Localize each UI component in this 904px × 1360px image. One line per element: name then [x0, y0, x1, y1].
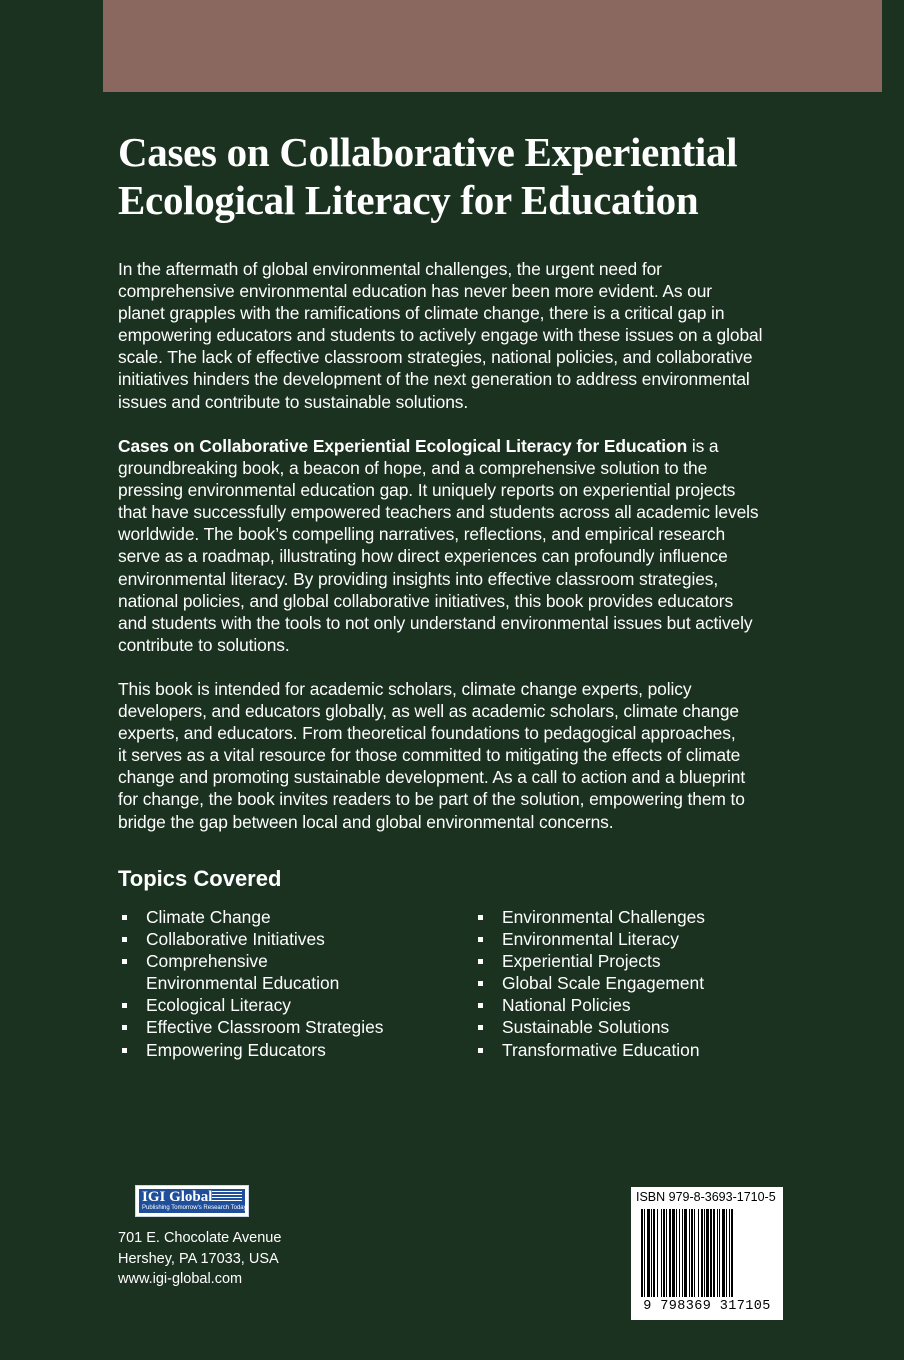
title-line-2: Ecological Literacy for Education	[118, 177, 699, 223]
topic-label: Comprehensive	[146, 951, 268, 972]
topic-label: Experiential Projects	[502, 951, 661, 972]
topic-label: Ecological Literacy	[146, 995, 291, 1016]
barcode-bar	[684, 1209, 687, 1297]
barcode-bar	[669, 1209, 671, 1297]
bullet-icon	[122, 1003, 127, 1008]
description-paragraph-1	[118, 258, 818, 413]
topics-heading: Topics Covered	[118, 866, 282, 891]
paragraph-line: scale. The lack of effective classroom strategies, national policies, and collaborative	[118, 347, 753, 368]
paragraph-line: comprehensive environmental education has never been more evident. As our	[118, 281, 713, 302]
paragraph-line: environmental literacy. By providing insights into effective classroom strategies,	[118, 568, 719, 589]
bullet-icon	[478, 915, 483, 920]
barcode-bar	[701, 1209, 703, 1297]
igi-global-logo	[135, 1185, 249, 1217]
topic-item	[474, 1039, 814, 1061]
topic-label: National Policies	[502, 995, 631, 1016]
barcode-bar	[713, 1209, 715, 1297]
paragraph-line: worldwide. The book’s compelling narratives, reflections, and empirical research	[118, 524, 726, 545]
barcode-bar	[653, 1209, 655, 1297]
topic-label: Sustainable Solutions	[502, 1017, 670, 1038]
barcode-bar	[689, 1209, 690, 1297]
topic-item	[474, 950, 814, 972]
barcode-bar	[726, 1209, 727, 1297]
bullet-icon	[478, 1025, 483, 1030]
bullet-icon	[478, 1048, 483, 1053]
topic-label: Transformative Education	[502, 1039, 700, 1060]
barcode-bar	[691, 1209, 693, 1297]
barcode-bar	[641, 1209, 643, 1297]
bullet-icon	[122, 937, 127, 942]
description-paragraph-3	[118, 678, 818, 833]
address-line: Hershey, PA 17033, USA	[118, 1250, 279, 1267]
bullet-icon	[122, 915, 127, 920]
book-title	[118, 128, 838, 224]
topic-label: Environmental Education	[146, 973, 340, 994]
paragraph-line: groundbreaking book, a beacon of hope, and a comprehensive solution to the	[118, 458, 708, 479]
topic-label: Global Scale Engagement	[502, 973, 705, 994]
logo-stripes-icon	[212, 1191, 242, 1203]
top-color-band	[103, 0, 882, 92]
paragraph-line: initiatives hinders the development of the next generation to address environmental	[118, 369, 750, 390]
barcode-bar	[698, 1209, 699, 1297]
paragraph-line: empowering educators and students to actively engage with these issues on a global	[118, 325, 763, 346]
topic-item	[474, 972, 814, 994]
paragraph-line: for change, the book invites readers to be part of the solution, empowering them to	[118, 789, 745, 810]
paragraph-line: bridge the gap between local and global environmental concerns.	[118, 811, 614, 832]
barcode-bars	[639, 1209, 775, 1299]
topics-list-left	[118, 906, 458, 1061]
topic-item	[118, 906, 458, 928]
topic-item	[474, 994, 814, 1016]
paragraph-line: that have successfully empowered teachers and students across all academic levels	[118, 502, 759, 523]
barcode-bar	[663, 1209, 665, 1297]
logo-name: IGI Global	[142, 1189, 213, 1205]
logo-tagline: Publishing Tomorrow's Research Today	[142, 1205, 247, 1211]
barcode-bar	[704, 1209, 705, 1297]
barcode-bar	[666, 1209, 667, 1297]
book-title-inline: Cases on Collaborative Experiential Ecological Literacy for Education	[118, 436, 688, 456]
paragraph-line: experts, and educators. From theoretical foundations to pedagogical approaches,	[118, 723, 736, 744]
barcode-bar	[706, 1209, 709, 1297]
barcode-bar	[710, 1209, 712, 1297]
barcode-bar	[717, 1209, 718, 1297]
paragraph-line: serve as a roadmap, illustrating how direct experiences can profoundly influence	[118, 546, 728, 567]
bullet-icon	[478, 937, 483, 942]
barcode-bar	[644, 1209, 645, 1297]
paragraph-line: change and promoting sustainable development. As a call to action and a blueprint	[118, 767, 746, 788]
barcode-bar	[676, 1209, 677, 1297]
topic-label: Collaborative Initiatives	[146, 929, 325, 950]
paragraph-line: pressing environmental education gap. It uniquely reports on experiential projects	[118, 480, 736, 501]
topic-label: Climate Change	[146, 907, 271, 927]
paragraph-line: issues and contribute to sustainable solutions.	[118, 391, 469, 412]
paragraph-line: national policies, and global collaborative initiatives, this book provides educators	[118, 590, 734, 611]
address-line: 701 E. Chocolate Avenue	[118, 1230, 282, 1246]
barcode-bar	[719, 1209, 720, 1297]
paragraph-line: In the aftermath of global environmental challenges, the urgent need for	[118, 259, 662, 279]
paragraph-line: and students with the tools to not only understand environmental issues but actively	[118, 612, 753, 633]
topic-label: Environmental Challenges	[502, 907, 706, 927]
bullet-icon	[122, 1025, 127, 1030]
topic-item	[118, 994, 458, 1016]
barcode-bar	[722, 1209, 725, 1297]
topic-label: Empowering Educators	[146, 1039, 326, 1060]
isbn-label: ISBN 979-8-3693-1710-5	[636, 1190, 776, 1204]
bullet-icon	[122, 959, 127, 964]
paragraph-line: contribute to solutions.	[118, 634, 290, 655]
topic-item	[474, 906, 814, 928]
isbn-barcode	[631, 1187, 783, 1320]
paragraph-line: This book is intended for academic scholars, climate change experts, policy	[118, 679, 692, 699]
bullet-icon	[478, 1003, 483, 1008]
description-paragraph-2	[118, 435, 818, 656]
barcode-bar	[682, 1209, 683, 1297]
paragraph-line-rest: is a	[687, 436, 719, 456]
topic-item	[118, 928, 458, 950]
title-line-1: Cases on Collaborative Experiential	[118, 129, 738, 175]
topics-list-right	[474, 906, 814, 1061]
barcode-bar	[729, 1209, 730, 1297]
topic-item	[474, 1016, 814, 1038]
barcode-digits: 9 798369 317105	[643, 1299, 771, 1314]
barcode-bar	[647, 1209, 650, 1297]
barcode-bar	[657, 1209, 658, 1297]
topic-label: Environmental Literacy	[502, 929, 679, 950]
barcode-bar	[651, 1209, 652, 1297]
barcode-bar	[731, 1209, 733, 1297]
barcode-bar	[661, 1209, 662, 1297]
bullet-icon	[478, 959, 483, 964]
topic-label: Effective Classroom Strategies	[146, 1017, 384, 1038]
logo-badge	[139, 1189, 245, 1213]
paragraph-line: it serves as a vital resource for those committed to mitigating the effects of climate	[118, 745, 741, 766]
bullet-icon	[478, 981, 483, 986]
barcode-bar	[694, 1209, 695, 1297]
paragraph-line	[118, 435, 818, 457]
paragraph-line: planet grapples with the ramifications of climate change, there is a critical gap in	[118, 303, 725, 324]
topic-item	[474, 928, 814, 950]
topic-item	[118, 950, 458, 994]
publisher-website: www.igi-global.com	[118, 1271, 243, 1287]
paragraph-line: developers, and educators globally, as well as academic scholars, climate change	[118, 701, 739, 722]
bullet-icon	[122, 1048, 127, 1053]
barcode-bar	[679, 1209, 680, 1297]
publisher-address	[118, 1228, 281, 1290]
barcode-bar	[672, 1209, 675, 1297]
topic-item	[118, 1016, 458, 1038]
topic-item	[118, 1039, 458, 1061]
